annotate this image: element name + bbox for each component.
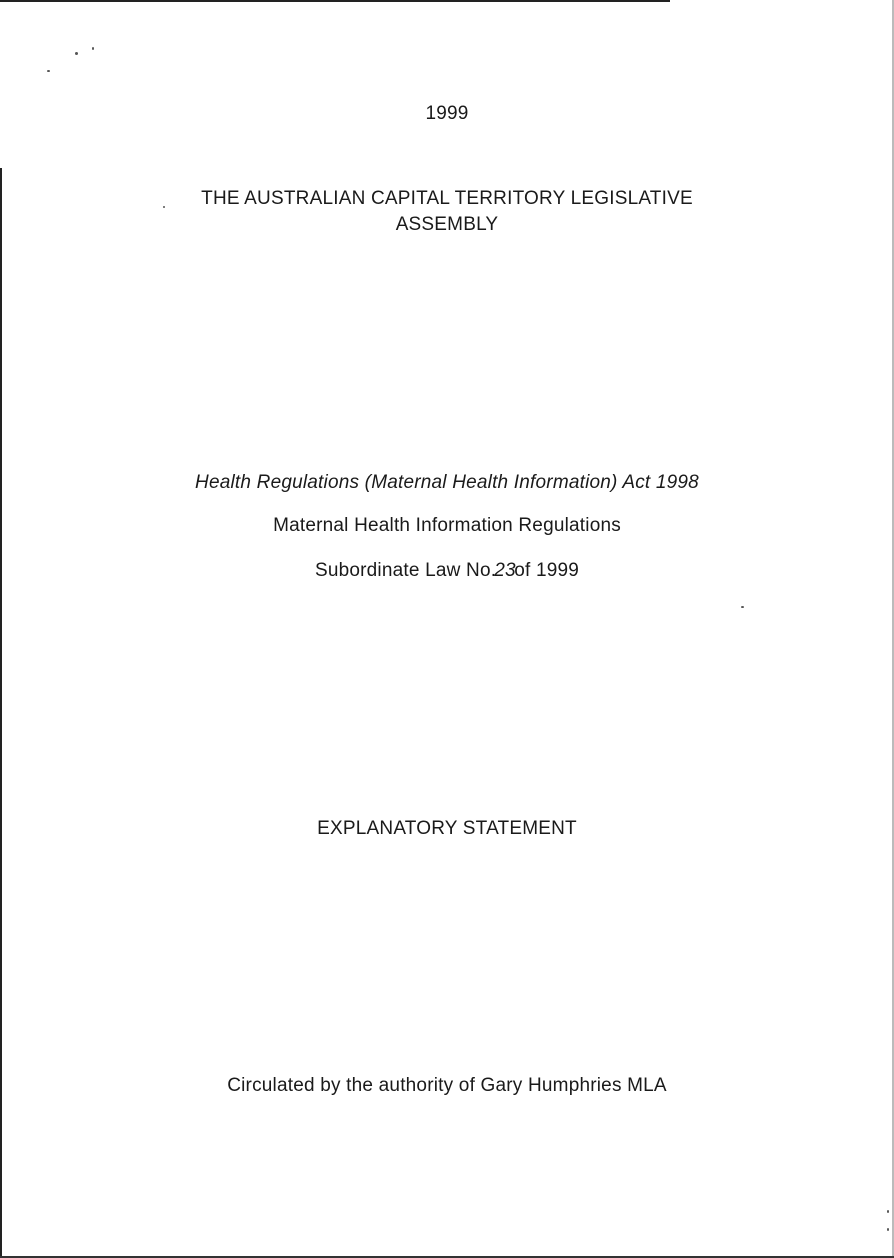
act-title: Health Regulations (Maternal Health Information) Act 1998 (195, 472, 699, 493)
year-text: 1999 (425, 103, 469, 124)
scan-edge-top (0, 0, 670, 2)
scan-speck (75, 52, 78, 55)
scan-speck (92, 47, 94, 50)
assembly-title-line2: ASSEMBLY (395, 214, 499, 235)
regulations-title: Maternal Health Information Regulations (273, 515, 621, 536)
subordinate-law-line (0, 560, 894, 582)
scan-speck (741, 606, 744, 608)
document-year (0, 103, 894, 125)
scan-speck (47, 70, 50, 72)
subordinate-law-prefix: Subordinate Law No. (314, 560, 497, 581)
scan-speck (887, 1228, 889, 1231)
circulated-by: Circulated by the authority of Gary Humphries MLA (227, 1075, 667, 1096)
subordinate-law-suffix: of 1999 (514, 560, 580, 581)
scan-speck (887, 1210, 889, 1213)
assembly-title-line1: THE AUSTRALIAN CAPITAL TERRITORY LEGISLATIVE (201, 188, 693, 209)
explanatory-statement-title: EXPLANATORY STATEMENT (317, 818, 577, 839)
subordinate-law-number: 23 (494, 560, 516, 581)
